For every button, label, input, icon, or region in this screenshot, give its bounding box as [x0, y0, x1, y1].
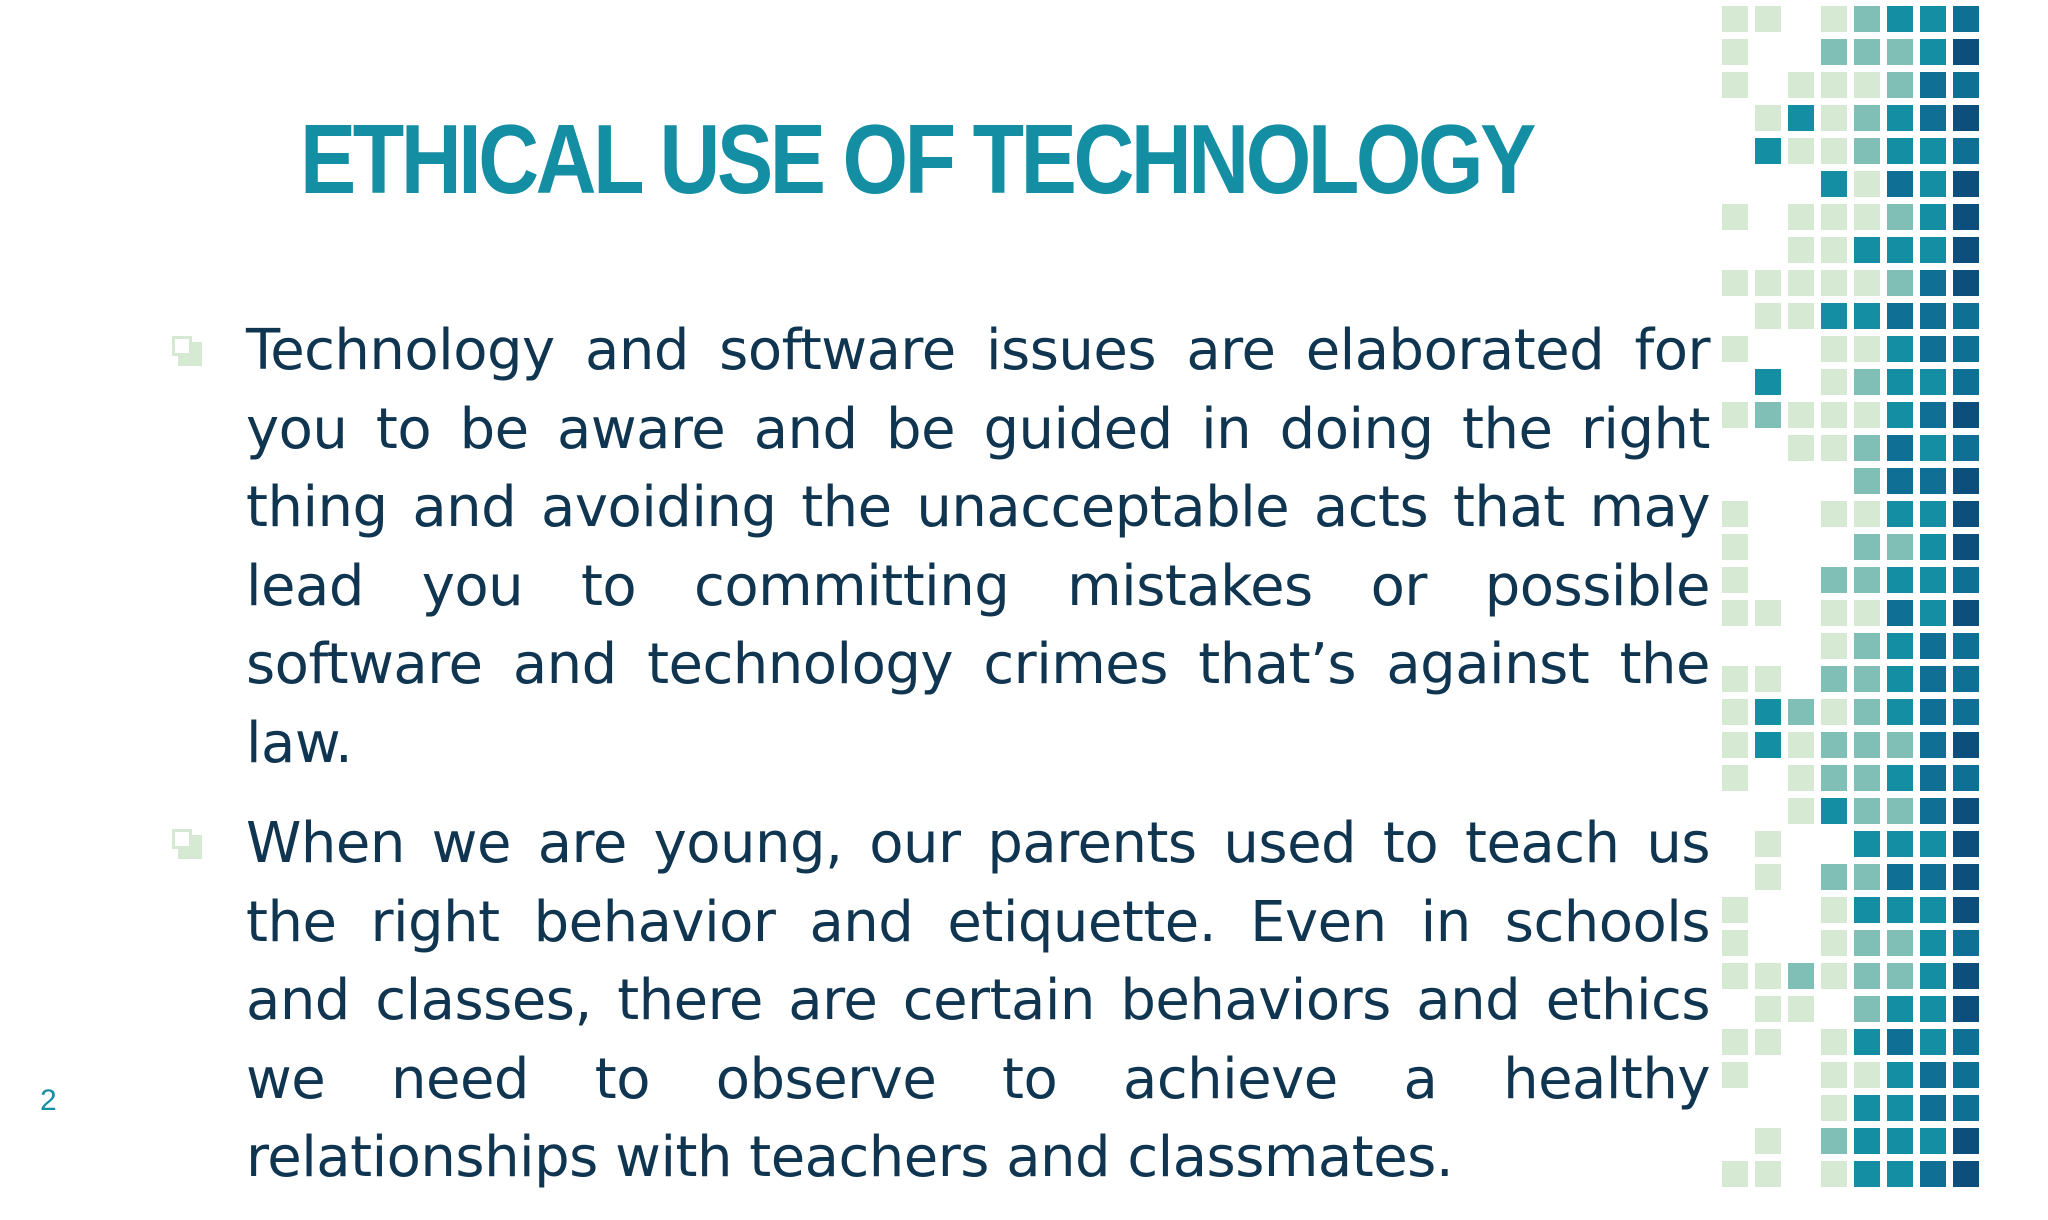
mosaic-tile — [1854, 765, 1880, 791]
mosaic-tile — [1821, 732, 1847, 758]
mosaic-tile — [1920, 402, 1946, 428]
mosaic-tile — [1821, 600, 1847, 626]
mosaic-tile — [1920, 600, 1946, 626]
mosaic-tile — [1887, 600, 1913, 626]
mosaic-tile — [1920, 831, 1946, 857]
mosaic-tile — [1953, 600, 1979, 626]
mosaic-tile — [1821, 1095, 1847, 1121]
mosaic-tile — [1755, 105, 1781, 131]
mosaic-tile — [1854, 204, 1880, 230]
square-bullet-icon — [172, 829, 202, 859]
mosaic-tile — [1920, 501, 1946, 527]
mosaic-tile — [1920, 897, 1946, 923]
mosaic-tile — [1755, 699, 1781, 725]
mosaic-tile — [1953, 1062, 1979, 1088]
mosaic-tile — [1854, 567, 1880, 593]
mosaic-tile — [1854, 699, 1880, 725]
mosaic-tile — [1755, 996, 1781, 1022]
mosaic-tile — [1854, 72, 1880, 98]
mosaic-tile — [1887, 1029, 1913, 1055]
mosaic-tile — [1821, 699, 1847, 725]
slide-title: ETHICAL USE OF TECHNOLOGY — [300, 104, 1533, 214]
mosaic-tile — [1722, 732, 1748, 758]
mosaic-tile — [1920, 732, 1946, 758]
mosaic-tile — [1722, 336, 1748, 362]
mosaic-tile — [1722, 534, 1748, 560]
mosaic-tile — [1755, 732, 1781, 758]
mosaic-tile — [1854, 798, 1880, 824]
mosaic-tile — [1722, 72, 1748, 98]
mosaic-tile — [1821, 633, 1847, 659]
mosaic-tile — [1821, 336, 1847, 362]
mosaic-tile — [1920, 171, 1946, 197]
mosaic-tile — [1953, 237, 1979, 263]
mosaic-tile — [1920, 435, 1946, 461]
mosaic-tile — [1953, 1128, 1979, 1154]
mosaic-tile — [1887, 204, 1913, 230]
mosaic-tile — [1920, 666, 1946, 692]
mosaic-tile — [1953, 6, 1979, 32]
mosaic-tile — [1953, 72, 1979, 98]
mosaic-tile — [1920, 1128, 1946, 1154]
mosaic-tile — [1887, 270, 1913, 296]
mosaic-tile — [1854, 963, 1880, 989]
mosaic-tile — [1920, 1095, 1946, 1121]
mosaic-tile — [1887, 699, 1913, 725]
mosaic-tile — [1887, 897, 1913, 923]
mosaic-tile — [1920, 204, 1946, 230]
mosaic-tile — [1920, 864, 1946, 890]
mosaic-tile — [1920, 336, 1946, 362]
mosaic-tile — [1920, 963, 1946, 989]
mosaic-tile — [1953, 270, 1979, 296]
mosaic-tile — [1953, 336, 1979, 362]
mosaic-tile — [1854, 1029, 1880, 1055]
mosaic-tile — [1887, 996, 1913, 1022]
mosaic-tile — [1722, 963, 1748, 989]
mosaic-tile — [1887, 1128, 1913, 1154]
mosaic-tile — [1887, 303, 1913, 329]
mosaic-tile — [1920, 237, 1946, 263]
mosaic-tile — [1788, 765, 1814, 791]
mosaic-tile — [1755, 369, 1781, 395]
mosaic-tile — [1854, 468, 1880, 494]
mosaic-tile — [1953, 402, 1979, 428]
mosaic-tile — [1722, 897, 1748, 923]
mosaic-tile — [1722, 501, 1748, 527]
mosaic-tile — [1821, 864, 1847, 890]
mosaic-tile — [1821, 72, 1847, 98]
mosaic-tile — [1953, 765, 1979, 791]
mosaic-tile — [1722, 666, 1748, 692]
mosaic-tile — [1887, 798, 1913, 824]
mosaic-tile — [1920, 138, 1946, 164]
mosaic-tile — [1788, 105, 1814, 131]
mosaic-tile — [1920, 798, 1946, 824]
mosaic-tile — [1755, 402, 1781, 428]
mosaic-tile — [1953, 732, 1979, 758]
mosaic-tile — [1887, 138, 1913, 164]
mosaic-tile — [1854, 435, 1880, 461]
mosaic-tile — [1755, 666, 1781, 692]
mosaic-tile — [1887, 1095, 1913, 1121]
mosaic-tile — [1854, 600, 1880, 626]
mosaic-tile — [1854, 666, 1880, 692]
square-bullet-icon — [172, 336, 202, 366]
mosaic-tile — [1821, 501, 1847, 527]
mosaic-tile — [1755, 270, 1781, 296]
mosaic-tile — [1953, 831, 1979, 857]
mosaic-tile — [1887, 732, 1913, 758]
mosaic-tile — [1821, 567, 1847, 593]
mosaic-tile — [1953, 171, 1979, 197]
mosaic-tile — [1953, 105, 1979, 131]
mosaic-tile — [1821, 963, 1847, 989]
mosaic-tile — [1821, 6, 1847, 32]
mosaic-tile — [1722, 930, 1748, 956]
mosaic-tile — [1887, 501, 1913, 527]
mosaic-tile — [1887, 1062, 1913, 1088]
mosaic-tile — [1722, 204, 1748, 230]
mosaic-tile — [1821, 1161, 1847, 1187]
mosaic-tile — [1722, 699, 1748, 725]
mosaic-tile — [1821, 369, 1847, 395]
mosaic-tile — [1920, 534, 1946, 560]
mosaic-tile — [1854, 831, 1880, 857]
mosaic-tile — [1722, 1029, 1748, 1055]
mosaic-tile — [1887, 633, 1913, 659]
mosaic-tile — [1788, 237, 1814, 263]
mosaic-tile — [1755, 600, 1781, 626]
mosaic-tile — [1854, 303, 1880, 329]
mosaic-tile — [1920, 699, 1946, 725]
mosaic-tile — [1920, 6, 1946, 32]
mosaic-tile — [1722, 600, 1748, 626]
mosaic-tile — [1953, 534, 1979, 560]
mosaic-tile — [1788, 435, 1814, 461]
mosaic-tile — [1854, 864, 1880, 890]
bullet-item — [170, 805, 1710, 1198]
mosaic-tile — [1953, 567, 1979, 593]
mosaic-tile — [1887, 237, 1913, 263]
mosaic-tile — [1788, 798, 1814, 824]
mosaic-tile — [1788, 204, 1814, 230]
mosaic-tile — [1722, 6, 1748, 32]
mosaic-tile — [1821, 171, 1847, 197]
bullet-text: Technology and software issues are elaborated for you to be aware and be guided in doing the right thing and avoiding the unacceptable acts that may lead you to committing mistakes or possible software and technology crimes that’s against the law. — [246, 318, 1710, 776]
mosaic-tile — [1821, 1029, 1847, 1055]
mosaic-tile — [1821, 39, 1847, 65]
mosaic-tile — [1920, 303, 1946, 329]
mosaic-tile — [1953, 435, 1979, 461]
mosaic-tile — [1788, 72, 1814, 98]
mosaic-tile — [1821, 1128, 1847, 1154]
mosaic-tile — [1887, 864, 1913, 890]
mosaic-tile — [1755, 1161, 1781, 1187]
mosaic-tile — [1920, 765, 1946, 791]
mosaic-tile — [1920, 1062, 1946, 1088]
mosaic-tile — [1854, 1062, 1880, 1088]
mosaic-tile — [1953, 699, 1979, 725]
mosaic-tile — [1722, 39, 1748, 65]
bullet-list — [170, 312, 1710, 1220]
mosaic-tile — [1887, 963, 1913, 989]
mosaic-tile — [1953, 1095, 1979, 1121]
mosaic-tile — [1755, 1029, 1781, 1055]
mosaic-tile — [1854, 1095, 1880, 1121]
mosaic-tile — [1920, 72, 1946, 98]
mosaic-tile — [1953, 303, 1979, 329]
mosaic-tile — [1887, 6, 1913, 32]
mosaic-tile — [1788, 699, 1814, 725]
mosaic-tile — [1920, 270, 1946, 296]
mosaic-tile — [1821, 270, 1847, 296]
mosaic-tile — [1755, 963, 1781, 989]
mosaic-tile — [1854, 996, 1880, 1022]
bullet-text: When we are young, our parents used to teach us the right behavior and etiquette. Even in schools and classes, there are certain behaviors and ethics we need to observe to achieve a healthy relationships with teachers and classmates. — [246, 811, 1710, 1190]
mosaic-tile — [1722, 1161, 1748, 1187]
mosaic-tile — [1887, 369, 1913, 395]
mosaic-tile — [1788, 270, 1814, 296]
mosaic-tile — [1920, 633, 1946, 659]
mosaic-tile — [1887, 567, 1913, 593]
mosaic-tile — [1854, 6, 1880, 32]
mosaic-tile — [1920, 369, 1946, 395]
mosaic-tile — [1854, 402, 1880, 428]
mosaic-tile — [1821, 765, 1847, 791]
mosaic-tile — [1821, 897, 1847, 923]
mosaic-tile — [1920, 468, 1946, 494]
mosaic-tile — [1887, 72, 1913, 98]
mosaic-tile — [1788, 732, 1814, 758]
mosaic-tile — [1854, 369, 1880, 395]
mosaic-tile — [1887, 336, 1913, 362]
mosaic-tile — [1788, 963, 1814, 989]
mosaic-tile — [1854, 930, 1880, 956]
mosaic-tile — [1821, 1062, 1847, 1088]
mosaic-tile — [1953, 369, 1979, 395]
mosaic-tile — [1953, 1161, 1979, 1187]
mosaic-tile — [1887, 666, 1913, 692]
mosaic-tile — [1854, 732, 1880, 758]
mosaic-tile — [1854, 336, 1880, 362]
mosaic-tile — [1854, 1161, 1880, 1187]
mosaic-tile — [1887, 468, 1913, 494]
mosaic-tile — [1854, 138, 1880, 164]
mosaic-tile — [1821, 402, 1847, 428]
mosaic-tile — [1854, 897, 1880, 923]
mosaic-tile — [1755, 831, 1781, 857]
mosaic-tile — [1821, 237, 1847, 263]
mosaic-tile — [1953, 864, 1979, 890]
mosaic-tile — [1854, 633, 1880, 659]
mosaic-tile — [1887, 1161, 1913, 1187]
mosaic-tile — [1953, 204, 1979, 230]
mosaic-tile — [1887, 402, 1913, 428]
mosaic-tile — [1854, 1128, 1880, 1154]
mosaic-tile — [1887, 930, 1913, 956]
mosaic-tile — [1854, 270, 1880, 296]
mosaic-tile — [1755, 864, 1781, 890]
mosaic-tile — [1821, 435, 1847, 461]
mosaic-tile — [1854, 501, 1880, 527]
mosaic-tile — [1953, 963, 1979, 989]
mosaic-tile — [1887, 39, 1913, 65]
mosaic-tile — [1953, 468, 1979, 494]
mosaic-tile — [1821, 798, 1847, 824]
mosaic-tile — [1821, 105, 1847, 131]
bullet-item — [170, 312, 1710, 783]
mosaic-tile — [1887, 435, 1913, 461]
mosaic-tile — [1854, 39, 1880, 65]
mosaic-tile — [1887, 534, 1913, 560]
mosaic-tile — [1788, 402, 1814, 428]
mosaic-tile — [1821, 666, 1847, 692]
mosaic-tile — [1722, 402, 1748, 428]
mosaic-tile — [1953, 39, 1979, 65]
mosaic-tile — [1722, 567, 1748, 593]
mosaic-tile — [1887, 171, 1913, 197]
mosaic-tile — [1953, 897, 1979, 923]
mosaic-tile — [1920, 39, 1946, 65]
mosaic-tile — [1755, 6, 1781, 32]
mosaic-tile — [1854, 534, 1880, 560]
mosaic-tile — [1920, 567, 1946, 593]
mosaic-tile — [1887, 105, 1913, 131]
mosaic-tile — [1821, 930, 1847, 956]
mosaic-tile — [1953, 666, 1979, 692]
mosaic-tile — [1887, 831, 1913, 857]
mosaic-tile — [1788, 303, 1814, 329]
mosaic-tile — [1722, 765, 1748, 791]
mosaic-tile — [1953, 501, 1979, 527]
mosaic-tile — [1953, 996, 1979, 1022]
mosaic-tile — [1953, 138, 1979, 164]
mosaic-tile — [1920, 1161, 1946, 1187]
page-number: 2 — [40, 1084, 57, 1117]
mosaic-tile — [1722, 1062, 1748, 1088]
mosaic-tile — [1854, 237, 1880, 263]
mosaic-tile — [1755, 138, 1781, 164]
mosaic-tile — [1953, 930, 1979, 956]
mosaic-tile — [1821, 204, 1847, 230]
mosaic-tile — [1953, 633, 1979, 659]
mosaic-tile — [1788, 996, 1814, 1022]
mosaic-tile — [1920, 105, 1946, 131]
mosaic-tile — [1920, 930, 1946, 956]
mosaic-tile — [1755, 303, 1781, 329]
mosaic-tile — [1821, 138, 1847, 164]
mosaic-tile — [1722, 270, 1748, 296]
mosaic-tile — [1854, 105, 1880, 131]
mosaic-tile — [1953, 798, 1979, 824]
mosaic-tile — [1887, 765, 1913, 791]
mosaic-tile — [1788, 138, 1814, 164]
mosaic-tile — [1854, 171, 1880, 197]
mosaic-tile — [1920, 996, 1946, 1022]
mosaic-tile — [1920, 1029, 1946, 1055]
mosaic-tile — [1821, 303, 1847, 329]
mosaic-tile — [1953, 1029, 1979, 1055]
mosaic-tile — [1755, 1128, 1781, 1154]
